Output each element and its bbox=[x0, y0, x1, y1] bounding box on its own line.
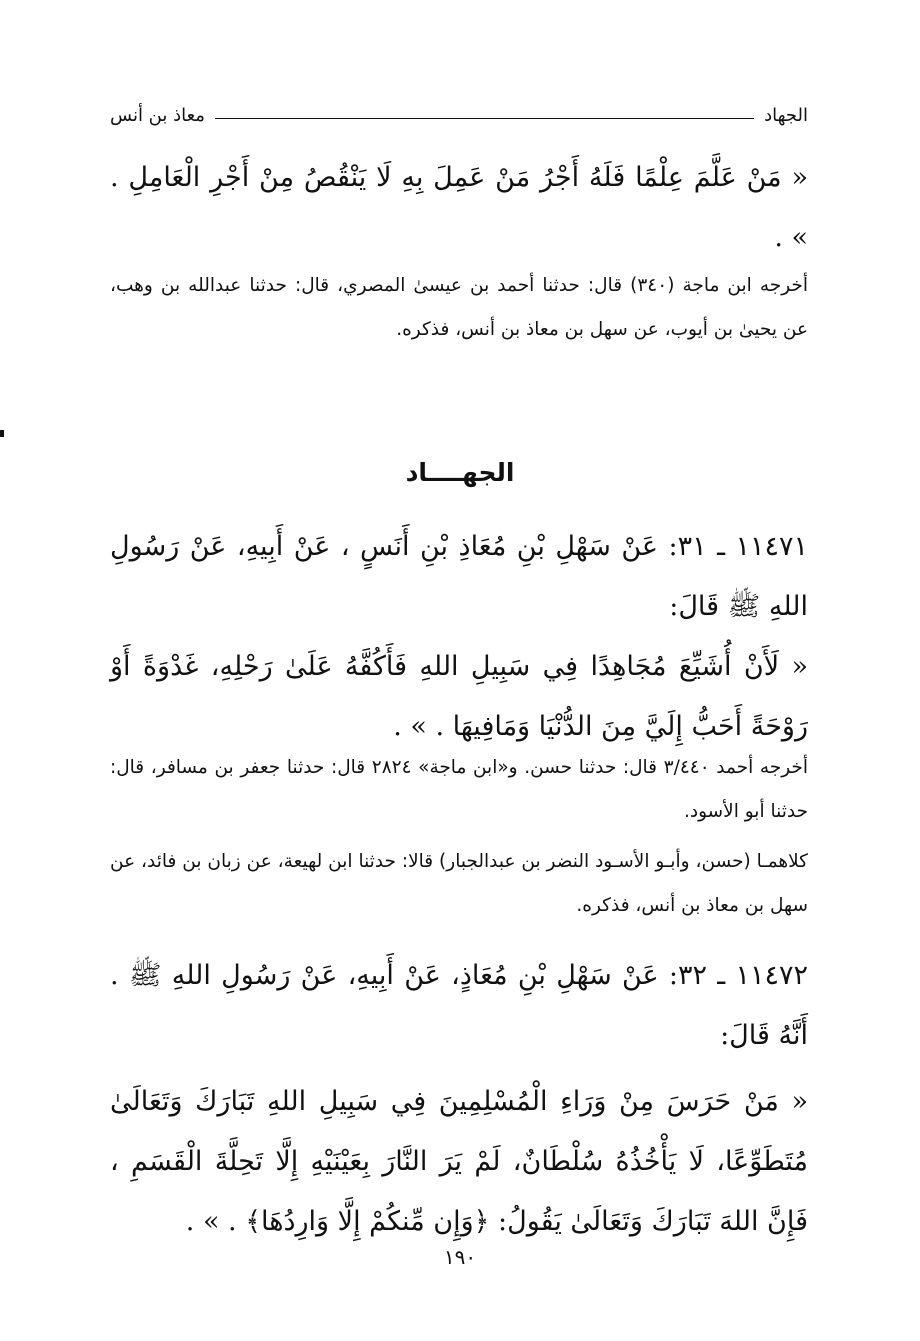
header-chapter-title: الجهاد bbox=[764, 104, 808, 126]
hadith-1472-matn: « مَنْ حَرَسَ مِنْ وَرَاءِ الْمُسْلِمِينَ فِي سَبِيلِ اللهِ تَبَارَكَ وَتَعَالَىٰ مُتَطَوِّعًا، لَا يَأْخُذُهُ سُلْطَانٌ، لَمْ يَرَ النَّارَ بِعَيْنَيْهِ إِلَّا تَحِلَّةَ الْقَسَمِ ، فَإِنَّ اللهَ تَبَارَكَ وَتَعَالَىٰ يَقُولُ: ﴿وَإِن مِّنكُمْ إِلَّا وَارِدُهَا﴾ . » . bbox=[110, 1086, 808, 1237]
hadith-1471-takhrij-2: كلاهمـا (حسن، وأبـو الأسـود النضر بن عبدالجبار) قالا: حدثنا ابن لهيعة، عن زبان بن فائد، عن سهل بن معاذ بن أنس، فذكره. bbox=[110, 851, 808, 916]
previous-hadith-takhrij: أخرجه ابن ماجة (٣٤٠) قال: حدثنا أحمد بن عيسىٰ المصري، قال: حدثنا عبدالله بن وهب، عن يحيىٰ بن أيوب، عن سهل بن معاذ بن أنس، فذكره. bbox=[110, 275, 808, 340]
hadith-1471-isnad: ١١٤٧١ ـ ٣١: عَنْ سَهْلِ بْنِ مُعَاذِ بْنِ أَنَسٍ ، عَنْ أَبِيهِ، عَنْ رَسُولِ اللهِ ﷺ قَالَ: bbox=[110, 531, 808, 622]
hadith-1472-isnad: ١١٤٧٢ ـ ٣٢: عَنْ سَهْلِ بْنِ مُعَاذٍ، عَنْ أَبِيهِ، عَنْ رَسُولِ اللهِ ﷺ . أَنَّهُ قَالَ: bbox=[110, 960, 808, 1051]
running-header bbox=[110, 100, 808, 130]
section-title: الجهــــاد bbox=[405, 458, 515, 487]
previous-hadith-text: « مَنْ عَلَّمَ عِلْمًا فَلَهُ أَجْرُ مَنْ عَمِلَ بِهِ لَا يَنْقُصُ مِنْ أَجْرِ الْعَامِلِ . » . bbox=[110, 162, 808, 253]
header-rule bbox=[215, 118, 754, 119]
page-number: ١٩٠ bbox=[443, 1245, 477, 1269]
header-narrator-name: معاذ بن أنس bbox=[110, 104, 205, 126]
margin-mark bbox=[0, 430, 4, 437]
hadith-1471-takhrij-1: أخرجه أحمد ٣/٤٤٠ قال: حدثنا حسن. و«ابن ماجة» ٢٨٢٤ قال: حدثنا جعفر بن مسافر، قال: حدثنا أبو الأسود. bbox=[110, 757, 808, 822]
hadith-1471-matn: « لَأَنْ أُشَيِّعَ مُجَاهِدًا فِي سَبِيلِ اللهِ فَأَكُفَّهُ عَلَىٰ رَحْلِهِ، غَدْوَةً أَوْ رَوْحَةً أَحَبُّ إِلَيَّ مِنَ الدُّنْيَا وَمَافِيهَا . » . bbox=[110, 651, 808, 742]
